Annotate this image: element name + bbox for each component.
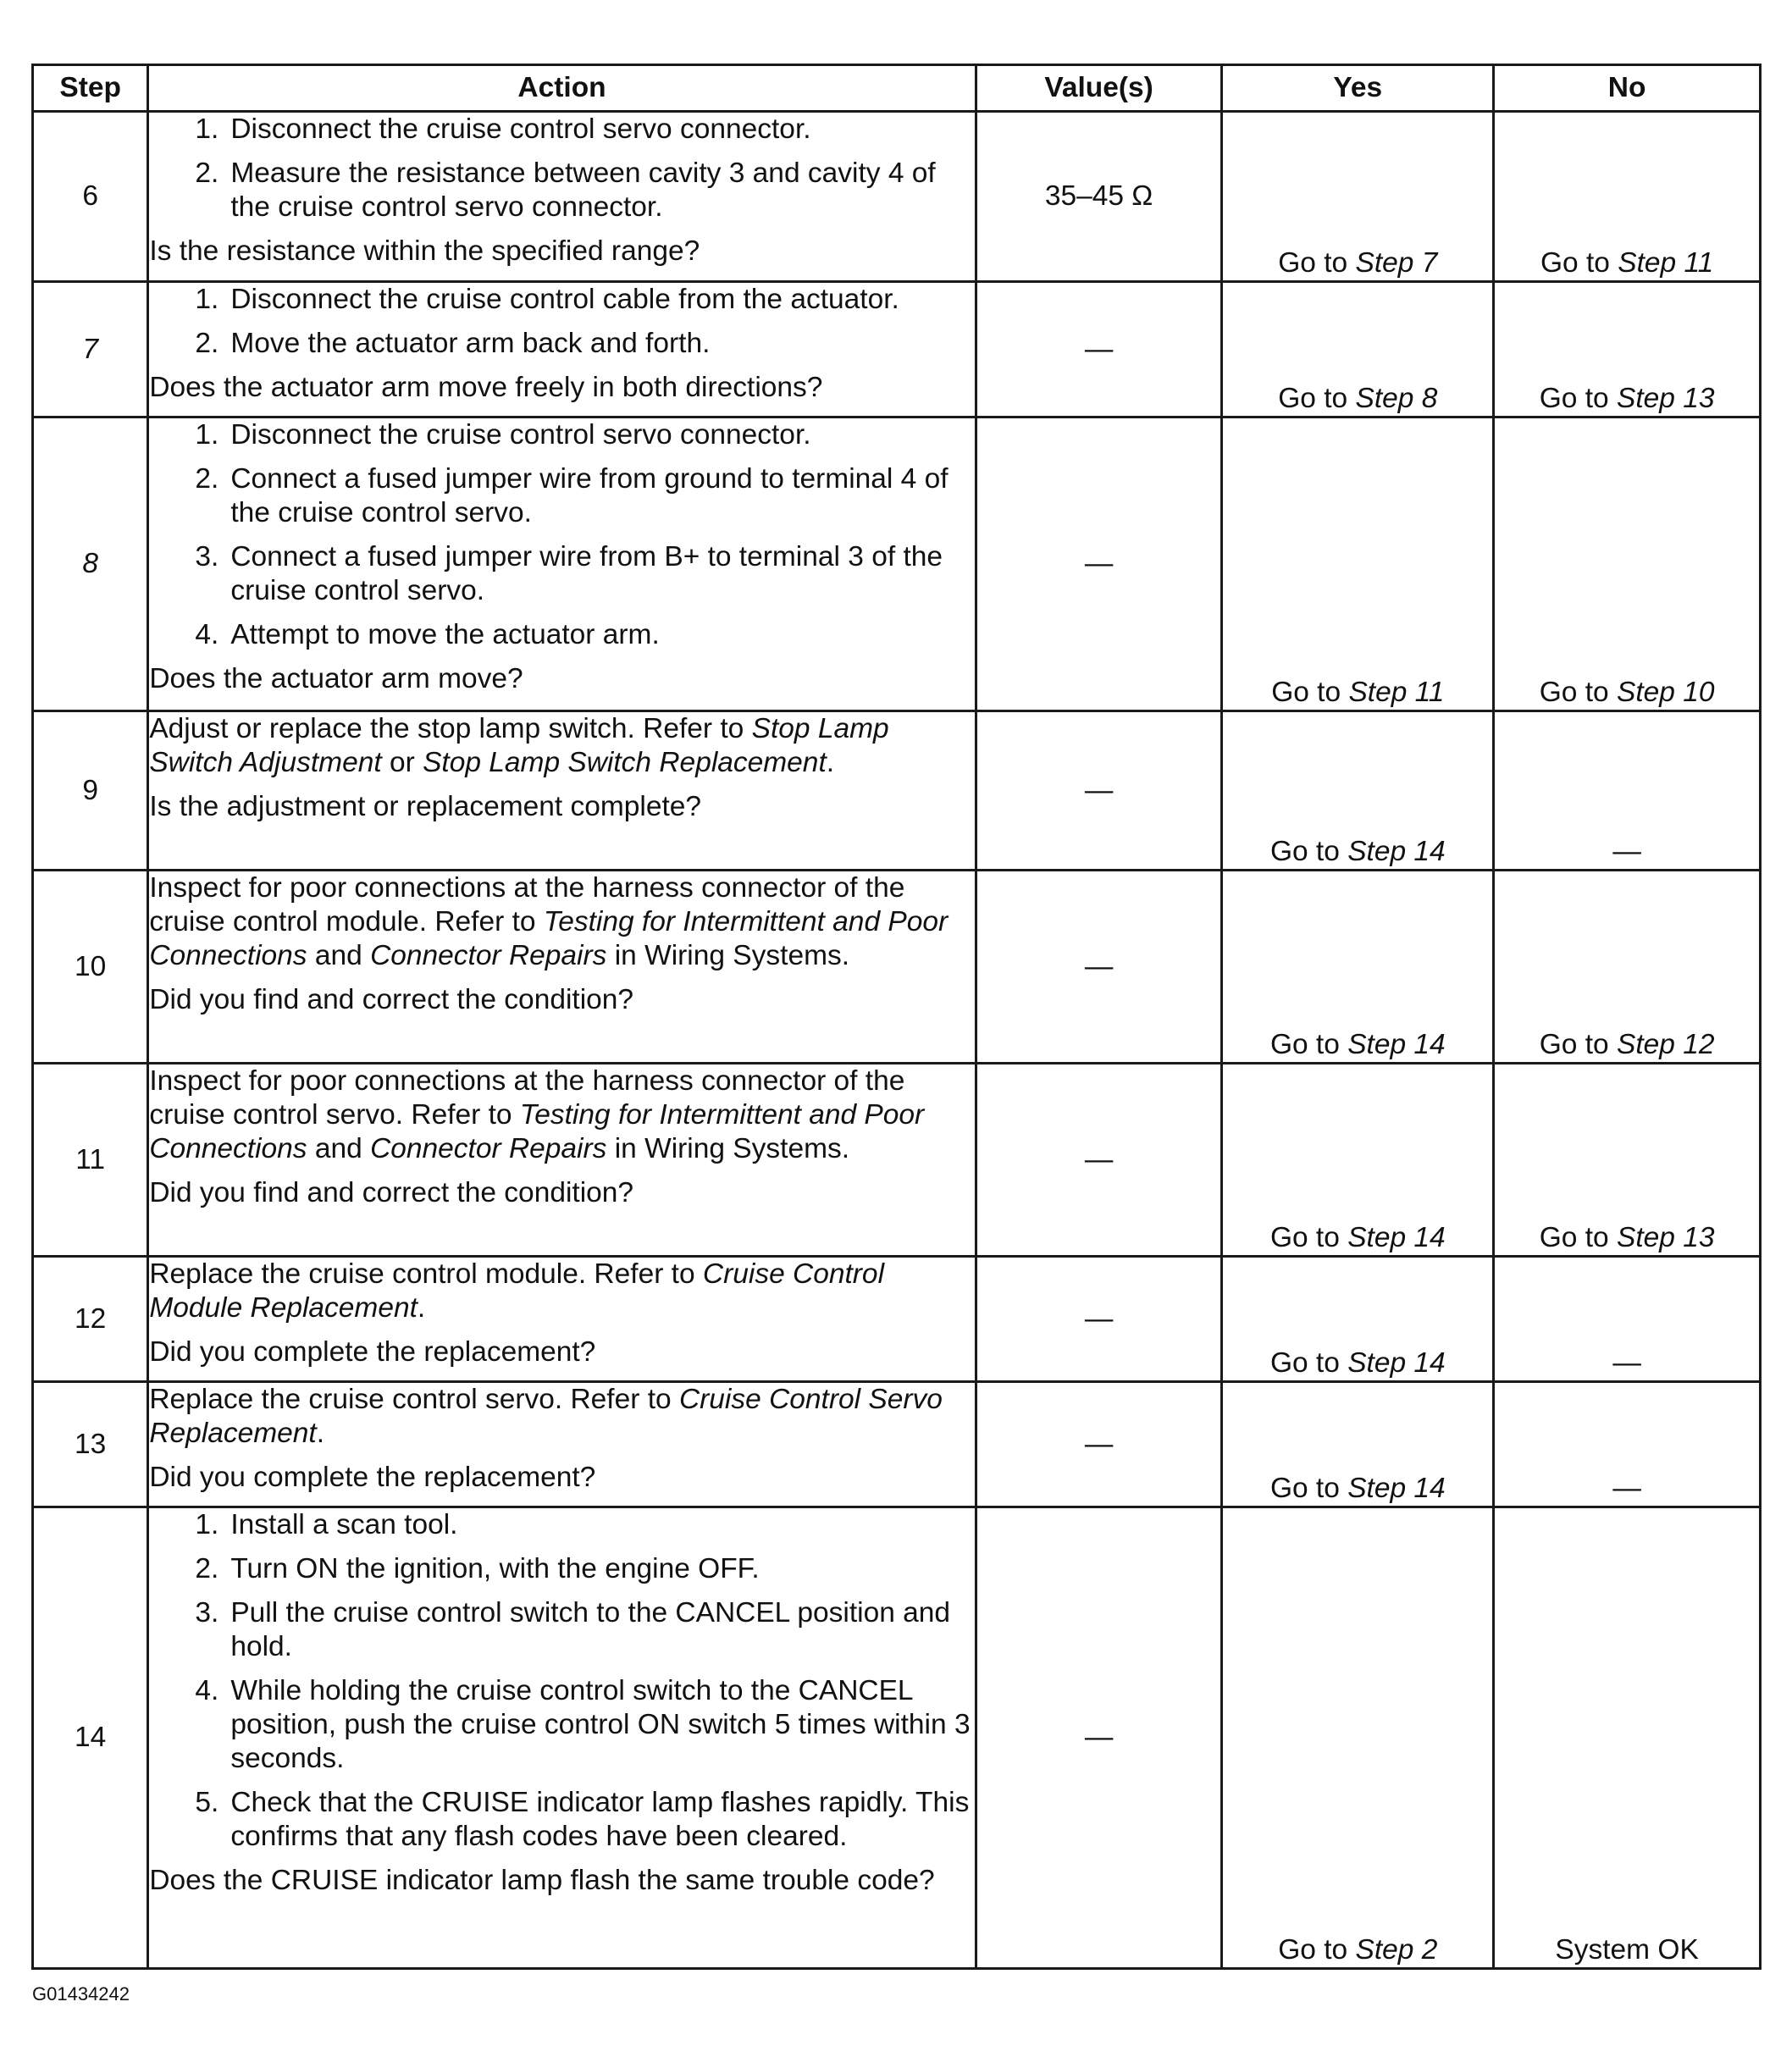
no-text: Go to xyxy=(1539,677,1617,708)
text-run: . xyxy=(417,1292,426,1324)
no-cell xyxy=(1494,282,1761,417)
yes-text: Go to xyxy=(1269,1222,1348,1253)
action-cell xyxy=(148,282,976,417)
yes-step-ref: Step 2 xyxy=(1355,1934,1438,1966)
action-question: Is the adjustment or replacement complete? xyxy=(149,791,702,822)
action-paragraph xyxy=(149,871,974,973)
step-text xyxy=(230,157,974,224)
reference-link-text: Cruise Control Module Replacement xyxy=(149,1258,885,1324)
no-step-ref: Step 13 xyxy=(1616,383,1715,414)
step-number: 1. xyxy=(195,284,219,315)
action-cell xyxy=(148,711,976,871)
no-text: Go to xyxy=(1539,1222,1617,1253)
table-row xyxy=(33,1064,1761,1257)
no-cell xyxy=(1494,417,1761,711)
action-step-item xyxy=(149,462,974,530)
text-run: and xyxy=(307,940,371,971)
action-question: Did you find and correct the condition? xyxy=(149,984,634,1015)
step-cell: 8 xyxy=(33,417,148,711)
step-text xyxy=(230,1508,974,1542)
action-step-item xyxy=(149,1508,974,1542)
action-step-item xyxy=(149,1786,974,1854)
action-content xyxy=(149,283,974,405)
table-row xyxy=(33,1507,1761,1969)
action-step-item xyxy=(149,1674,974,1776)
step-number: 4. xyxy=(195,1675,219,1706)
text-run: Pull the cruise control switch to the CANCEL position and hold. xyxy=(230,1597,951,1662)
action-question: Did you complete the replacement? xyxy=(149,1336,596,1368)
text-run: Replace the cruise control servo. Refer to xyxy=(149,1384,679,1415)
no-text: System OK xyxy=(1555,1934,1699,1966)
step-number: 2. xyxy=(195,463,219,495)
no-cell xyxy=(1494,711,1761,871)
yes-step-ref: Step 14 xyxy=(1347,1473,1446,1504)
yes-cell xyxy=(1222,871,1494,1064)
table-row xyxy=(33,1257,1761,1382)
text-run: Check that the CRUISE indicator lamp flashes rapidly. This confirms that any flash codes have been cleared. xyxy=(230,1787,970,1852)
no-text: — xyxy=(1612,1347,1641,1379)
no-step-ref: Step 12 xyxy=(1616,1029,1715,1060)
reference-link-text: Testing for Intermittent and Poor Connections xyxy=(149,906,949,971)
figure-id: G01434242 xyxy=(32,1983,130,2004)
step-cell: 9 xyxy=(33,711,148,871)
table-row xyxy=(33,871,1761,1064)
action-step-item xyxy=(149,418,974,452)
action-cell xyxy=(148,112,976,282)
text-run: Replace the cruise control module. Refer to xyxy=(149,1258,703,1290)
step-number: 2. xyxy=(195,158,219,189)
table-body xyxy=(33,112,1761,1969)
action-paragraph xyxy=(149,1383,974,1451)
action-cell xyxy=(148,1507,976,1969)
action-step-item xyxy=(149,618,974,652)
action-content xyxy=(149,871,974,1017)
text-run: Turn ON the ignition, with the engine OFF. xyxy=(230,1553,760,1584)
value-cell: — xyxy=(976,871,1222,1064)
action-question: Did you find and correct the condition? xyxy=(149,1177,634,1208)
yes-text: Go to xyxy=(1269,1029,1348,1060)
yes-text: Go to xyxy=(1269,836,1348,867)
no-text: Go to xyxy=(1540,247,1618,279)
table-row xyxy=(33,112,1761,282)
step-number: 2. xyxy=(195,1553,219,1584)
text-run: Adjust or replace the stop lamp switch. Refer to xyxy=(149,713,752,744)
action-cell xyxy=(148,1257,976,1382)
no-cell xyxy=(1494,112,1761,282)
step-text xyxy=(230,1674,974,1776)
step-number: 2. xyxy=(195,328,219,359)
value-cell: — xyxy=(976,711,1222,871)
text-run: Connect a fused jumper wire from ground to terminal 4 of the cruise control servo. xyxy=(230,463,949,528)
yes-text: Go to xyxy=(1269,1473,1348,1504)
action-question: Does the CRUISE indicator lamp flash the same trouble code? xyxy=(149,1865,935,1896)
action-content xyxy=(149,1508,974,1898)
action-cell xyxy=(148,871,976,1064)
step-text xyxy=(230,283,974,317)
step-text xyxy=(230,418,974,452)
step-number: 1. xyxy=(195,419,219,451)
yes-text: Go to xyxy=(1278,383,1356,414)
value-cell: — xyxy=(976,1064,1222,1257)
step-cell: 7 xyxy=(33,282,148,417)
no-cell xyxy=(1494,1257,1761,1382)
yes-text: Go to xyxy=(1278,1934,1356,1966)
action-steps-list xyxy=(149,1508,974,1864)
yes-cell xyxy=(1222,1382,1494,1507)
action-paragraph xyxy=(149,1258,974,1325)
action-step-item xyxy=(149,283,974,317)
action-step-item xyxy=(149,327,974,361)
action-question: Did you complete the replacement? xyxy=(149,1462,596,1493)
step-cell: 11 xyxy=(33,1064,148,1257)
text-run: . xyxy=(316,1418,325,1449)
header-yes: Yes xyxy=(1222,65,1494,112)
step-text xyxy=(230,1596,974,1664)
action-cell xyxy=(148,1382,976,1507)
step-number: 1. xyxy=(195,113,219,145)
table-row xyxy=(33,1382,1761,1507)
action-paragraph xyxy=(149,712,974,780)
step-cell: 10 xyxy=(33,871,148,1064)
yes-cell xyxy=(1222,1064,1494,1257)
action-paragraph xyxy=(149,1064,974,1166)
action-steps-list xyxy=(149,283,974,371)
no-cell xyxy=(1494,871,1761,1064)
yes-step-ref: Step 7 xyxy=(1355,247,1438,279)
yes-step-ref: Step 14 xyxy=(1347,1347,1446,1379)
step-number: 5. xyxy=(195,1787,219,1818)
reference-link-text: Testing for Intermittent and Poor Connections xyxy=(149,1099,925,1164)
action-content xyxy=(149,1383,974,1495)
yes-cell xyxy=(1222,282,1494,417)
step-cell: 6 xyxy=(33,112,148,282)
step-cell: 12 xyxy=(33,1257,148,1382)
action-content xyxy=(149,113,974,268)
value-cell: — xyxy=(976,1507,1222,1969)
yes-text: Go to xyxy=(1269,1347,1348,1379)
no-text: — xyxy=(1612,836,1641,867)
action-cell xyxy=(148,1064,976,1257)
step-number: 3. xyxy=(195,1597,219,1628)
step-number: 1. xyxy=(195,1509,219,1540)
reference-link-text: Stop Lamp Switch Replacement xyxy=(423,747,827,778)
action-cell xyxy=(148,417,976,711)
action-question: Does the actuator arm move? xyxy=(149,663,523,694)
yes-text: Go to xyxy=(1278,247,1356,279)
no-text: — xyxy=(1612,1473,1641,1504)
value-cell: — xyxy=(976,417,1222,711)
value-cell: — xyxy=(976,1382,1222,1507)
value-cell: — xyxy=(976,1257,1222,1382)
header-action: Action xyxy=(148,65,976,112)
step-text xyxy=(230,1552,974,1586)
text-run: Attempt to move the actuator arm. xyxy=(230,619,660,650)
reference-link-text: Connector Repairs xyxy=(370,940,607,971)
text-run: in Wiring Systems. xyxy=(606,940,850,971)
step-text xyxy=(230,540,974,608)
text-run: While holding the cruise control switch to the CANCEL position, push the cruise control ON switch 5 times within 3 seconds. xyxy=(230,1675,971,1774)
step-text xyxy=(230,618,974,652)
step-number: 3. xyxy=(195,541,219,572)
action-step-item xyxy=(149,540,974,608)
value-cell: — xyxy=(976,282,1222,417)
reference-link-text: Cruise Control Servo Replacement xyxy=(149,1384,943,1449)
yes-cell xyxy=(1222,112,1494,282)
yes-step-ref: Step 11 xyxy=(1348,677,1445,708)
yes-step-ref: Step 14 xyxy=(1347,836,1446,867)
action-steps-list xyxy=(149,418,974,662)
table-row xyxy=(33,711,1761,871)
text-run: . xyxy=(826,747,835,778)
step-text xyxy=(230,1786,974,1854)
yes-cell xyxy=(1222,1507,1494,1969)
yes-step-ref: Step 14 xyxy=(1347,1222,1446,1253)
text-run: Measure the resistance between cavity 3 and cavity 4 of the cruise control servo connector. xyxy=(230,158,936,223)
header-values: Value(s) xyxy=(976,65,1222,112)
table-row xyxy=(33,417,1761,711)
yes-cell xyxy=(1222,417,1494,711)
action-step-item xyxy=(149,1552,974,1586)
reference-link-text: Connector Repairs xyxy=(370,1133,607,1164)
action-question: Does the actuator arm move freely in both directions? xyxy=(149,372,823,403)
action-question: Is the resistance within the specified range? xyxy=(149,235,700,267)
no-cell xyxy=(1494,1507,1761,1969)
step-cell: 14 xyxy=(33,1507,148,1969)
yes-cell xyxy=(1222,711,1494,871)
no-step-ref: Step 10 xyxy=(1616,677,1715,708)
text-run: Disconnect the cruise control cable from the actuator. xyxy=(230,284,899,315)
text-run: Disconnect the cruise control servo connector. xyxy=(230,113,811,145)
table-row xyxy=(33,282,1761,417)
action-step-item xyxy=(149,1596,974,1664)
action-step-item xyxy=(149,113,974,147)
no-cell xyxy=(1494,1064,1761,1257)
header-step: Step xyxy=(33,65,148,112)
step-text xyxy=(230,462,974,530)
header-no: No xyxy=(1494,65,1761,112)
text-run: in Wiring Systems. xyxy=(606,1133,850,1164)
action-content xyxy=(149,418,974,696)
no-step-ref: Step 11 xyxy=(1618,247,1714,279)
diagnostic-table xyxy=(31,64,1762,1970)
yes-step-ref: Step 8 xyxy=(1355,383,1438,414)
no-cell xyxy=(1494,1382,1761,1507)
text-run: Move the actuator arm back and forth. xyxy=(230,328,711,359)
no-text: Go to xyxy=(1539,383,1617,414)
step-cell: 13 xyxy=(33,1382,148,1507)
text-run: Inspect for poor connections at the harness connector of the cruise control servo. Refer to xyxy=(149,1065,905,1131)
action-content xyxy=(149,1064,974,1210)
text-run: Disconnect the cruise control servo connector. xyxy=(230,419,811,451)
text-run: Install a scan tool. xyxy=(230,1509,458,1540)
step-number: 4. xyxy=(195,619,219,650)
yes-step-ref: Step 14 xyxy=(1347,1029,1446,1060)
text-run: Connect a fused jumper wire from B+ to terminal 3 of the cruise control servo. xyxy=(230,541,943,606)
action-content xyxy=(149,1258,974,1369)
text-run: or xyxy=(381,747,423,778)
action-step-item xyxy=(149,157,974,224)
step-text xyxy=(230,327,974,361)
yes-cell xyxy=(1222,1257,1494,1382)
no-step-ref: Step 13 xyxy=(1616,1222,1715,1253)
step-text xyxy=(230,113,974,147)
value-cell: 35–45 Ω xyxy=(976,112,1222,282)
text-run: and xyxy=(307,1133,371,1164)
text-run: Inspect for poor connections at the harness connector of the cruise control module. Refer to xyxy=(149,872,905,937)
action-steps-list xyxy=(149,113,974,235)
no-text: Go to xyxy=(1539,1029,1617,1060)
reference-link-text: Stop Lamp Switch Adjustment xyxy=(149,713,889,778)
yes-text: Go to xyxy=(1271,677,1349,708)
action-content xyxy=(149,712,974,824)
header-row xyxy=(33,65,1761,112)
